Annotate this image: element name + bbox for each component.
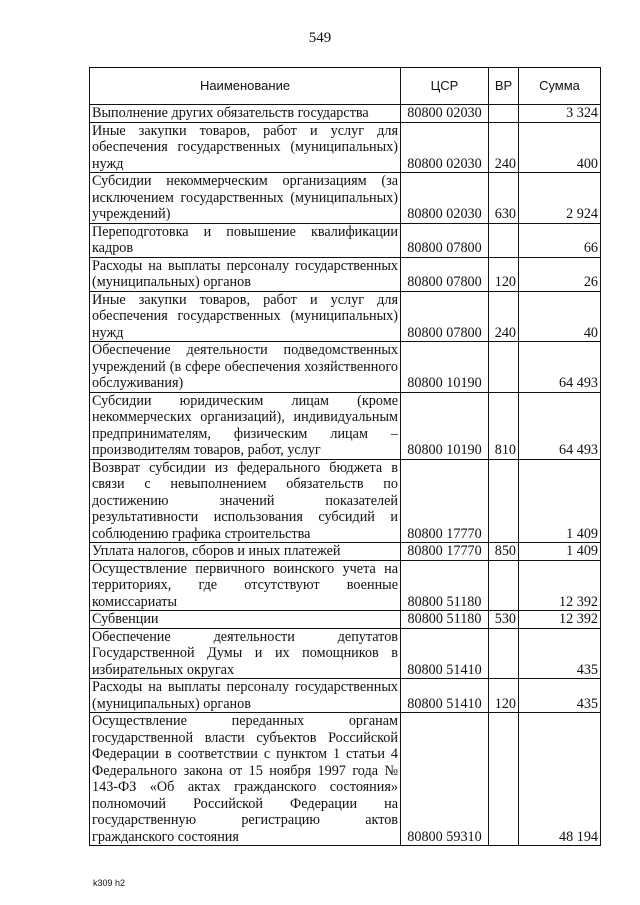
budget-table bbox=[89, 67, 601, 846]
row-sum: 66 bbox=[519, 223, 601, 257]
row-name: Осуществление первичного воинского учета на территориях, где отсутствуют военные комиссариаты bbox=[90, 560, 401, 611]
row-name: Субсидии некоммерческим организациям (за исключением государственных (муниципальных) учреждений) bbox=[90, 173, 401, 224]
row-sum: 435 bbox=[519, 628, 601, 679]
row-sum: 12 392 bbox=[519, 611, 601, 629]
row-name: Субвенции bbox=[90, 611, 401, 629]
row-csr: 80800 07800 bbox=[401, 223, 489, 257]
row-vr: 120 bbox=[489, 257, 519, 291]
row-csr: 80800 07800 bbox=[401, 257, 489, 291]
table-header-row bbox=[90, 68, 601, 105]
row-name: Выполнение других обязательств государства bbox=[90, 105, 401, 123]
table-row bbox=[90, 105, 601, 123]
row-name: Уплата налогов, сборов и иных платежей bbox=[90, 543, 401, 561]
row-name: Возврат субсидии из федерального бюджета в связи с невыполнением обязательств по достижению значений показателей результативности использования субсидий и соблюдению графика строительства bbox=[90, 459, 401, 543]
table-row bbox=[90, 611, 601, 629]
row-sum: 3 324 bbox=[519, 105, 601, 123]
header-name: Наименование bbox=[90, 68, 401, 105]
header-sum: Сумма bbox=[519, 68, 601, 105]
row-sum: 435 bbox=[519, 679, 601, 713]
row-name: Расходы на выплаты персоналу государственных (муниципальных) органов bbox=[90, 679, 401, 713]
row-name: Обеспечение деятельности депутатов Государственной Думы и их помощников в избирательных округах bbox=[90, 628, 401, 679]
header-csr: ЦСР bbox=[401, 68, 489, 105]
header-vr: ВР bbox=[489, 68, 519, 105]
table-row bbox=[90, 459, 601, 543]
row-vr bbox=[489, 713, 519, 846]
row-sum: 64 493 bbox=[519, 392, 601, 459]
row-sum: 2 924 bbox=[519, 173, 601, 224]
row-vr: 630 bbox=[489, 173, 519, 224]
table-row bbox=[90, 713, 601, 846]
row-name: Иные закупки товаров, работ и услуг для обеспечения государственных (муниципальных) нужд bbox=[90, 291, 401, 342]
row-sum: 26 bbox=[519, 257, 601, 291]
row-csr: 80800 51410 bbox=[401, 628, 489, 679]
page-number: 549 bbox=[308, 30, 332, 46]
row-vr: 240 bbox=[489, 291, 519, 342]
table-row bbox=[90, 628, 601, 679]
table-row bbox=[90, 257, 601, 291]
row-csr: 80800 51180 bbox=[401, 560, 489, 611]
footer-code: k309 h2 bbox=[93, 878, 126, 888]
row-vr bbox=[489, 459, 519, 543]
row-vr bbox=[489, 342, 519, 393]
row-csr: 80800 10190 bbox=[401, 342, 489, 393]
row-csr: 80800 17770 bbox=[401, 459, 489, 543]
row-name: Расходы на выплаты персоналу государственных (муниципальных) органов bbox=[90, 257, 401, 291]
row-csr: 80800 17770 bbox=[401, 543, 489, 561]
table-row bbox=[90, 223, 601, 257]
table-row bbox=[90, 392, 601, 459]
table-row bbox=[90, 122, 601, 173]
row-csr: 80800 02030 bbox=[401, 173, 489, 224]
row-name: Осуществление переданных органам государственной власти субъектов Российской Федерации в соответствии с пунктом 1 статьи 4 Федерального закона от 15 ноября 1997 года № 143-ФЗ «Об актах гражданского состояния» полномочий Российской Федерации на государственную регистрацию актов гражданского состояния bbox=[90, 713, 401, 846]
row-csr: 80800 02030 bbox=[401, 122, 489, 173]
row-name: Субсидии юридическим лицам (кроме некоммерческих организаций), индивидуальным предпринимателям, физическим лицам – производителям товаров, работ, услуг bbox=[90, 392, 401, 459]
row-sum: 1 409 bbox=[519, 459, 601, 543]
row-sum: 12 392 bbox=[519, 560, 601, 611]
row-csr: 80800 10190 bbox=[401, 392, 489, 459]
row-vr: 120 bbox=[489, 679, 519, 713]
row-csr: 80800 51410 bbox=[401, 679, 489, 713]
row-vr bbox=[489, 628, 519, 679]
row-sum: 40 bbox=[519, 291, 601, 342]
row-sum: 1 409 bbox=[519, 543, 601, 561]
row-vr: 530 bbox=[489, 611, 519, 629]
table-row bbox=[90, 342, 601, 393]
row-vr bbox=[489, 560, 519, 611]
row-vr bbox=[489, 105, 519, 123]
table-row bbox=[90, 291, 601, 342]
row-name: Обеспечение деятельности подведомственных учреждений (в сфере обеспечения хозяйственного обслуживания) bbox=[90, 342, 401, 393]
table-row bbox=[90, 543, 601, 561]
row-sum: 400 bbox=[519, 122, 601, 173]
row-name: Иные закупки товаров, работ и услуг для обеспечения государственных (муниципальных) нужд bbox=[90, 122, 401, 173]
table-row bbox=[90, 560, 601, 611]
row-csr: 80800 59310 bbox=[401, 713, 489, 846]
row-csr: 80800 51180 bbox=[401, 611, 489, 629]
table-row bbox=[90, 679, 601, 713]
row-name: Переподготовка и повышение квалификации кадров bbox=[90, 223, 401, 257]
row-vr: 810 bbox=[489, 392, 519, 459]
row-csr: 80800 02030 bbox=[401, 105, 489, 123]
row-vr bbox=[489, 223, 519, 257]
row-vr: 850 bbox=[489, 543, 519, 561]
row-vr: 240 bbox=[489, 122, 519, 173]
row-sum: 48 194 bbox=[519, 713, 601, 846]
table-row bbox=[90, 173, 601, 224]
row-sum: 64 493 bbox=[519, 342, 601, 393]
row-csr: 80800 07800 bbox=[401, 291, 489, 342]
